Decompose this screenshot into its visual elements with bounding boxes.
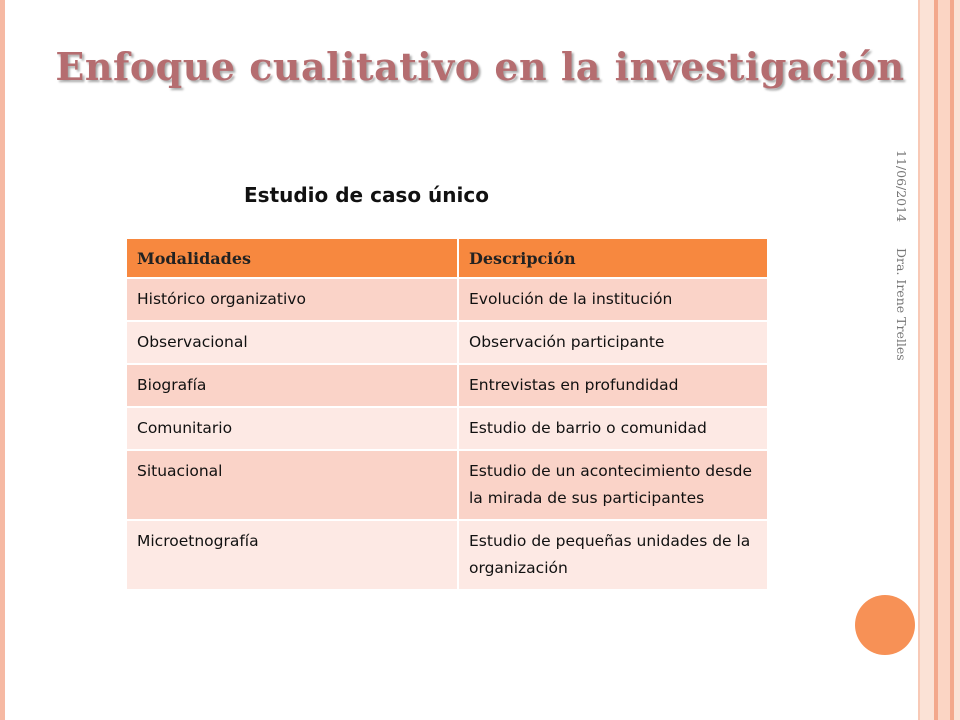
cell-modalidad: Microetnografía (127, 520, 458, 590)
header-descripcion: Descripción (458, 239, 767, 278)
left-border-stripe (0, 0, 5, 720)
cell-modalidad: Situacional (127, 450, 458, 520)
cell-modalidad: Comunitario (127, 407, 458, 450)
cell-descripcion: Evolución de la institución (458, 278, 767, 321)
table-header-row (127, 239, 767, 278)
modalities-table (127, 239, 767, 591)
slide-author: Dra. Irene Trelles (894, 248, 909, 361)
slide-subtitle: Estudio de caso único (244, 183, 489, 207)
cell-descripcion: Observación participante (458, 321, 767, 364)
table-row (127, 520, 767, 590)
cell-modalidad: Biografía (127, 364, 458, 407)
cell-descripcion: Entrevistas en profundidad (458, 364, 767, 407)
cell-modalidad: Observacional (127, 321, 458, 364)
cell-descripcion: Estudio de barrio o comunidad (458, 407, 767, 450)
decorative-side-stripes (918, 0, 960, 720)
cell-descripcion: Estudio de pequeñas unidades de la organización (458, 520, 767, 590)
slide-date: 11/06/2014 (894, 150, 909, 223)
table-row (127, 407, 767, 450)
table-row (127, 450, 767, 520)
side-footer (888, 150, 912, 410)
cell-descripcion: Estudio de un acontecimiento desde la mirada de sus participantes (458, 450, 767, 520)
cell-modalidad: Histórico organizativo (127, 278, 458, 321)
slide-title: Enfoque cualitativo en la investigación (55, 44, 905, 89)
decorative-orange-circle (855, 595, 915, 655)
table-row (127, 321, 767, 364)
header-modalidades: Modalidades (127, 239, 458, 278)
table-row (127, 364, 767, 407)
table-row (127, 278, 767, 321)
